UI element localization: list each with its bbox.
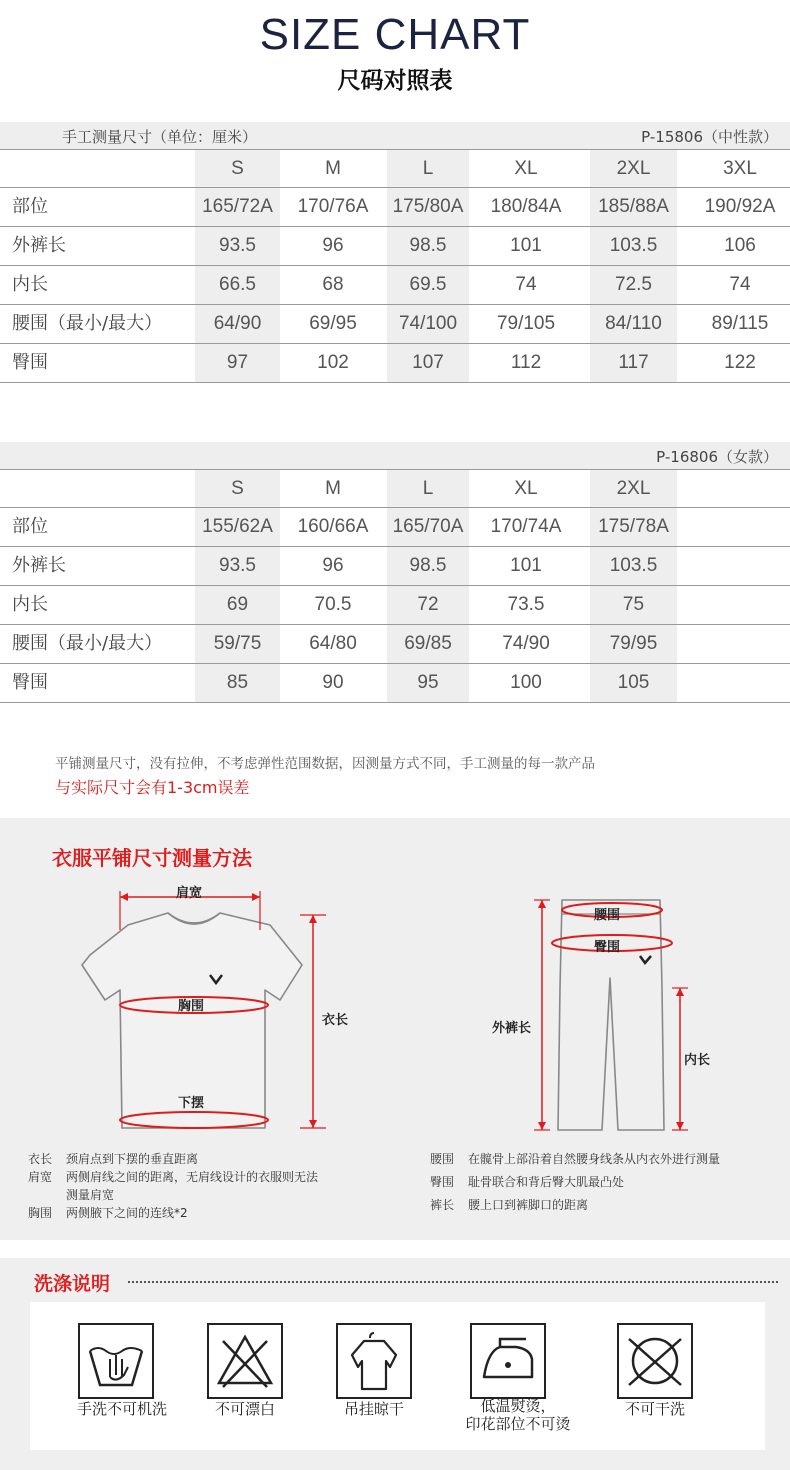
- measure-desc-text: 在髋骨上部沿着自然腰身线条从内衣外进行测量: [468, 1152, 721, 1166]
- table-cell: 98.5: [409, 235, 447, 256]
- table-cell: 69.5: [409, 274, 447, 295]
- table-cell: 79/95: [609, 633, 658, 654]
- measure-desc-line: [28, 1186, 114, 1203]
- table-cell: 72: [417, 594, 439, 615]
- table-row: [0, 266, 790, 305]
- wash-label-hang-dry: 吊挂晾干: [343, 1400, 404, 1418]
- measure-desc-text: 测量肩宽: [66, 1188, 115, 1202]
- wash-label-no-bleach: 不可漂白: [214, 1400, 275, 1418]
- row-label: 内长: [12, 594, 48, 615]
- wash-label-no-dry-clean: 不可干洗: [624, 1400, 685, 1418]
- size-header-row: [0, 149, 790, 188]
- table-row: [0, 305, 790, 344]
- table-cell: 105: [617, 672, 650, 693]
- table-cell: 96: [322, 555, 344, 576]
- row-label: 外裤长: [12, 235, 66, 256]
- table1-unit-note: 手工测量尺寸（单位：厘米）: [62, 128, 258, 146]
- table-row: [0, 664, 790, 703]
- measure-desc-text: 耻骨联合和背后臀大肌最凸处: [468, 1175, 625, 1189]
- measure-desc-text: 两侧腋下之间的连线*2: [66, 1206, 188, 1220]
- wash-label-low-iron-line2: 印花部位不可烫: [465, 1415, 571, 1433]
- table-cell: 74/90: [502, 633, 550, 654]
- size-header-cell: 2XL: [616, 158, 651, 179]
- row-label: 内长: [12, 274, 48, 295]
- page-subtitle: 尺码对照表: [337, 68, 453, 94]
- table-cell: 103.5: [609, 555, 658, 576]
- hang-dry-icon: [336, 1323, 412, 1399]
- table-row: [0, 344, 790, 383]
- table-cell: 160/66A: [297, 516, 369, 537]
- table-cell: 93.5: [219, 235, 256, 256]
- pants-hip-label: 臀围: [594, 940, 621, 955]
- measure-title: 衣服平铺尺寸测量方法: [52, 846, 252, 870]
- size-header-cell: M: [325, 478, 341, 499]
- table-cell: 70.5: [314, 594, 352, 615]
- table-cell: 96: [322, 235, 344, 256]
- hand-wash-icon: [78, 1323, 154, 1399]
- size-header-cell: 3XL: [723, 158, 757, 179]
- row-label: 外裤长: [12, 555, 66, 576]
- measure-desc-line: [430, 1150, 720, 1167]
- table1-model: P-15806（中性款）: [641, 128, 778, 146]
- pants-outseam-label: 外裤长: [492, 1021, 532, 1036]
- table-cell: 155/62A: [202, 516, 273, 537]
- table-cell: 185/88A: [598, 196, 669, 217]
- row-label: 臀围: [12, 672, 48, 693]
- table-cell: 175/78A: [598, 516, 669, 537]
- shirt-shoulder-label: 肩宽: [176, 886, 203, 901]
- no-dry-clean-icon: [617, 1323, 693, 1399]
- table-cell: 84/110: [605, 313, 662, 334]
- table-cell: 97: [226, 352, 249, 373]
- measure-desc-key: 胸围: [28, 1206, 53, 1220]
- table-cell: 98.5: [409, 555, 447, 576]
- table-cell: 112: [510, 352, 542, 373]
- size-header-cell: 2XL: [616, 478, 651, 499]
- table-cell: 89/115: [711, 313, 769, 334]
- table-cell: 74: [515, 274, 537, 295]
- row-label: 腰围（最小/最大）: [12, 313, 163, 334]
- measure-desc-text: 腰上口到裤脚口的距离: [468, 1198, 589, 1212]
- table2-model: P-16806（女款）: [656, 448, 778, 466]
- table-cell: 175/80A: [392, 196, 464, 217]
- table-cell: 122: [724, 352, 756, 373]
- wash-label-hand-wash: 手洗不可机洗: [76, 1400, 167, 1418]
- size-header-cell: S: [231, 158, 244, 179]
- table-cell: 95: [417, 672, 439, 693]
- size-header-cell: L: [422, 478, 434, 499]
- table-row: [0, 625, 790, 664]
- table-cell: 66.5: [219, 274, 256, 295]
- table-cell: 69/85: [404, 633, 452, 654]
- measure-desc-line: [28, 1204, 188, 1221]
- shirt-chest-label: 胸围: [178, 999, 205, 1014]
- table-cell: 100: [510, 672, 542, 693]
- table-cell: 69/95: [309, 313, 357, 334]
- shirt-hem-label: 下摆: [178, 1096, 205, 1111]
- measure-desc-text: 颈肩点到下摆的垂直距离: [66, 1152, 199, 1166]
- measure-desc-key: 腰围: [430, 1152, 455, 1166]
- table-cell: 59/75: [213, 633, 262, 654]
- table-row: [0, 586, 790, 625]
- measure-desc-key: 裤长: [430, 1198, 455, 1212]
- shirt-diagram: [70, 875, 360, 1135]
- measure-desc-key: 臀围: [430, 1175, 455, 1189]
- table-cell: 106: [724, 235, 756, 256]
- table-cell: 64/80: [309, 633, 357, 654]
- no-bleach-icon: [207, 1323, 283, 1399]
- table-cell: 107: [412, 352, 444, 373]
- pants-waist-label: 腰围: [594, 908, 621, 923]
- tolerance-note: 与实际尺寸会有1-3cm误差: [55, 778, 250, 797]
- measure-desc-line: [28, 1168, 318, 1185]
- table-cell: 180/84A: [490, 196, 562, 217]
- row-label: 腰围（最小/最大）: [12, 633, 163, 654]
- table-cell: 165/72A: [202, 196, 273, 217]
- wash-divider: [128, 1281, 778, 1283]
- table-cell: 72.5: [615, 274, 652, 295]
- table-cell: 102: [317, 352, 349, 373]
- table-cell: 101: [510, 235, 542, 256]
- measure-desc-key: 衣长: [28, 1152, 53, 1166]
- table-row: [0, 227, 790, 266]
- measure-desc-key: 肩宽: [28, 1170, 53, 1184]
- size-header-row: [0, 469, 790, 508]
- table-cell: 64/90: [213, 313, 262, 334]
- wash-label-low-iron: 低温熨烫，: [480, 1397, 556, 1415]
- pants-inseam-label: 内长: [684, 1053, 711, 1068]
- table-cell: 170/76A: [297, 196, 369, 217]
- page-title: SIZE CHART: [259, 10, 531, 59]
- low-iron-icon: [470, 1323, 546, 1399]
- table-cell: 85: [226, 672, 249, 693]
- measure-desc-line: [430, 1196, 588, 1213]
- measure-desc-line: [430, 1173, 624, 1190]
- table-cell: 103.5: [609, 235, 658, 256]
- size-header-cell: XL: [514, 158, 538, 179]
- table-cell: 117: [618, 352, 649, 373]
- size-header-cell: S: [231, 478, 244, 499]
- row-label: 部位: [12, 516, 48, 537]
- table-cell: 68: [322, 274, 344, 295]
- table2-header-bar: [0, 442, 790, 469]
- size-header-cell: XL: [514, 478, 538, 499]
- table-row: [0, 508, 790, 547]
- table-cell: 170/74A: [490, 516, 562, 537]
- table-row: [0, 188, 790, 227]
- row-label: 部位: [12, 196, 48, 217]
- row-label: 臀围: [12, 352, 48, 373]
- table-cell: 73.5: [507, 594, 545, 615]
- table-cell: 74: [729, 274, 751, 295]
- table-cell: 101: [510, 555, 542, 576]
- table-cell: 75: [622, 594, 645, 615]
- table-cell: 165/70A: [392, 516, 464, 537]
- table-cell: 190/92A: [704, 196, 776, 217]
- wash-title: 洗涤说明: [34, 1273, 111, 1295]
- measure-desc-line: [28, 1150, 198, 1167]
- size-header-cell: M: [325, 158, 341, 179]
- shirt-length-label: 衣长: [322, 1013, 349, 1028]
- size-header-cell: L: [422, 158, 434, 179]
- table-cell: 90: [322, 672, 344, 693]
- table-cell: 79/105: [496, 313, 556, 334]
- table-row: [0, 547, 790, 586]
- measure-note: 平铺测量尺寸，没有拉伸，不考虑弹性范围数据，因测量方式不同，手工测量的每一款产品: [55, 756, 595, 772]
- table-cell: 93.5: [219, 555, 256, 576]
- table-cell: 69: [226, 594, 249, 615]
- pants-diagram: [520, 890, 700, 1140]
- measure-desc-text: 两侧肩线之间的距离，无肩线设计的衣服则无法: [66, 1170, 319, 1184]
- table-cell: 74/100: [398, 313, 458, 334]
- table1-header-bar: [0, 122, 790, 149]
